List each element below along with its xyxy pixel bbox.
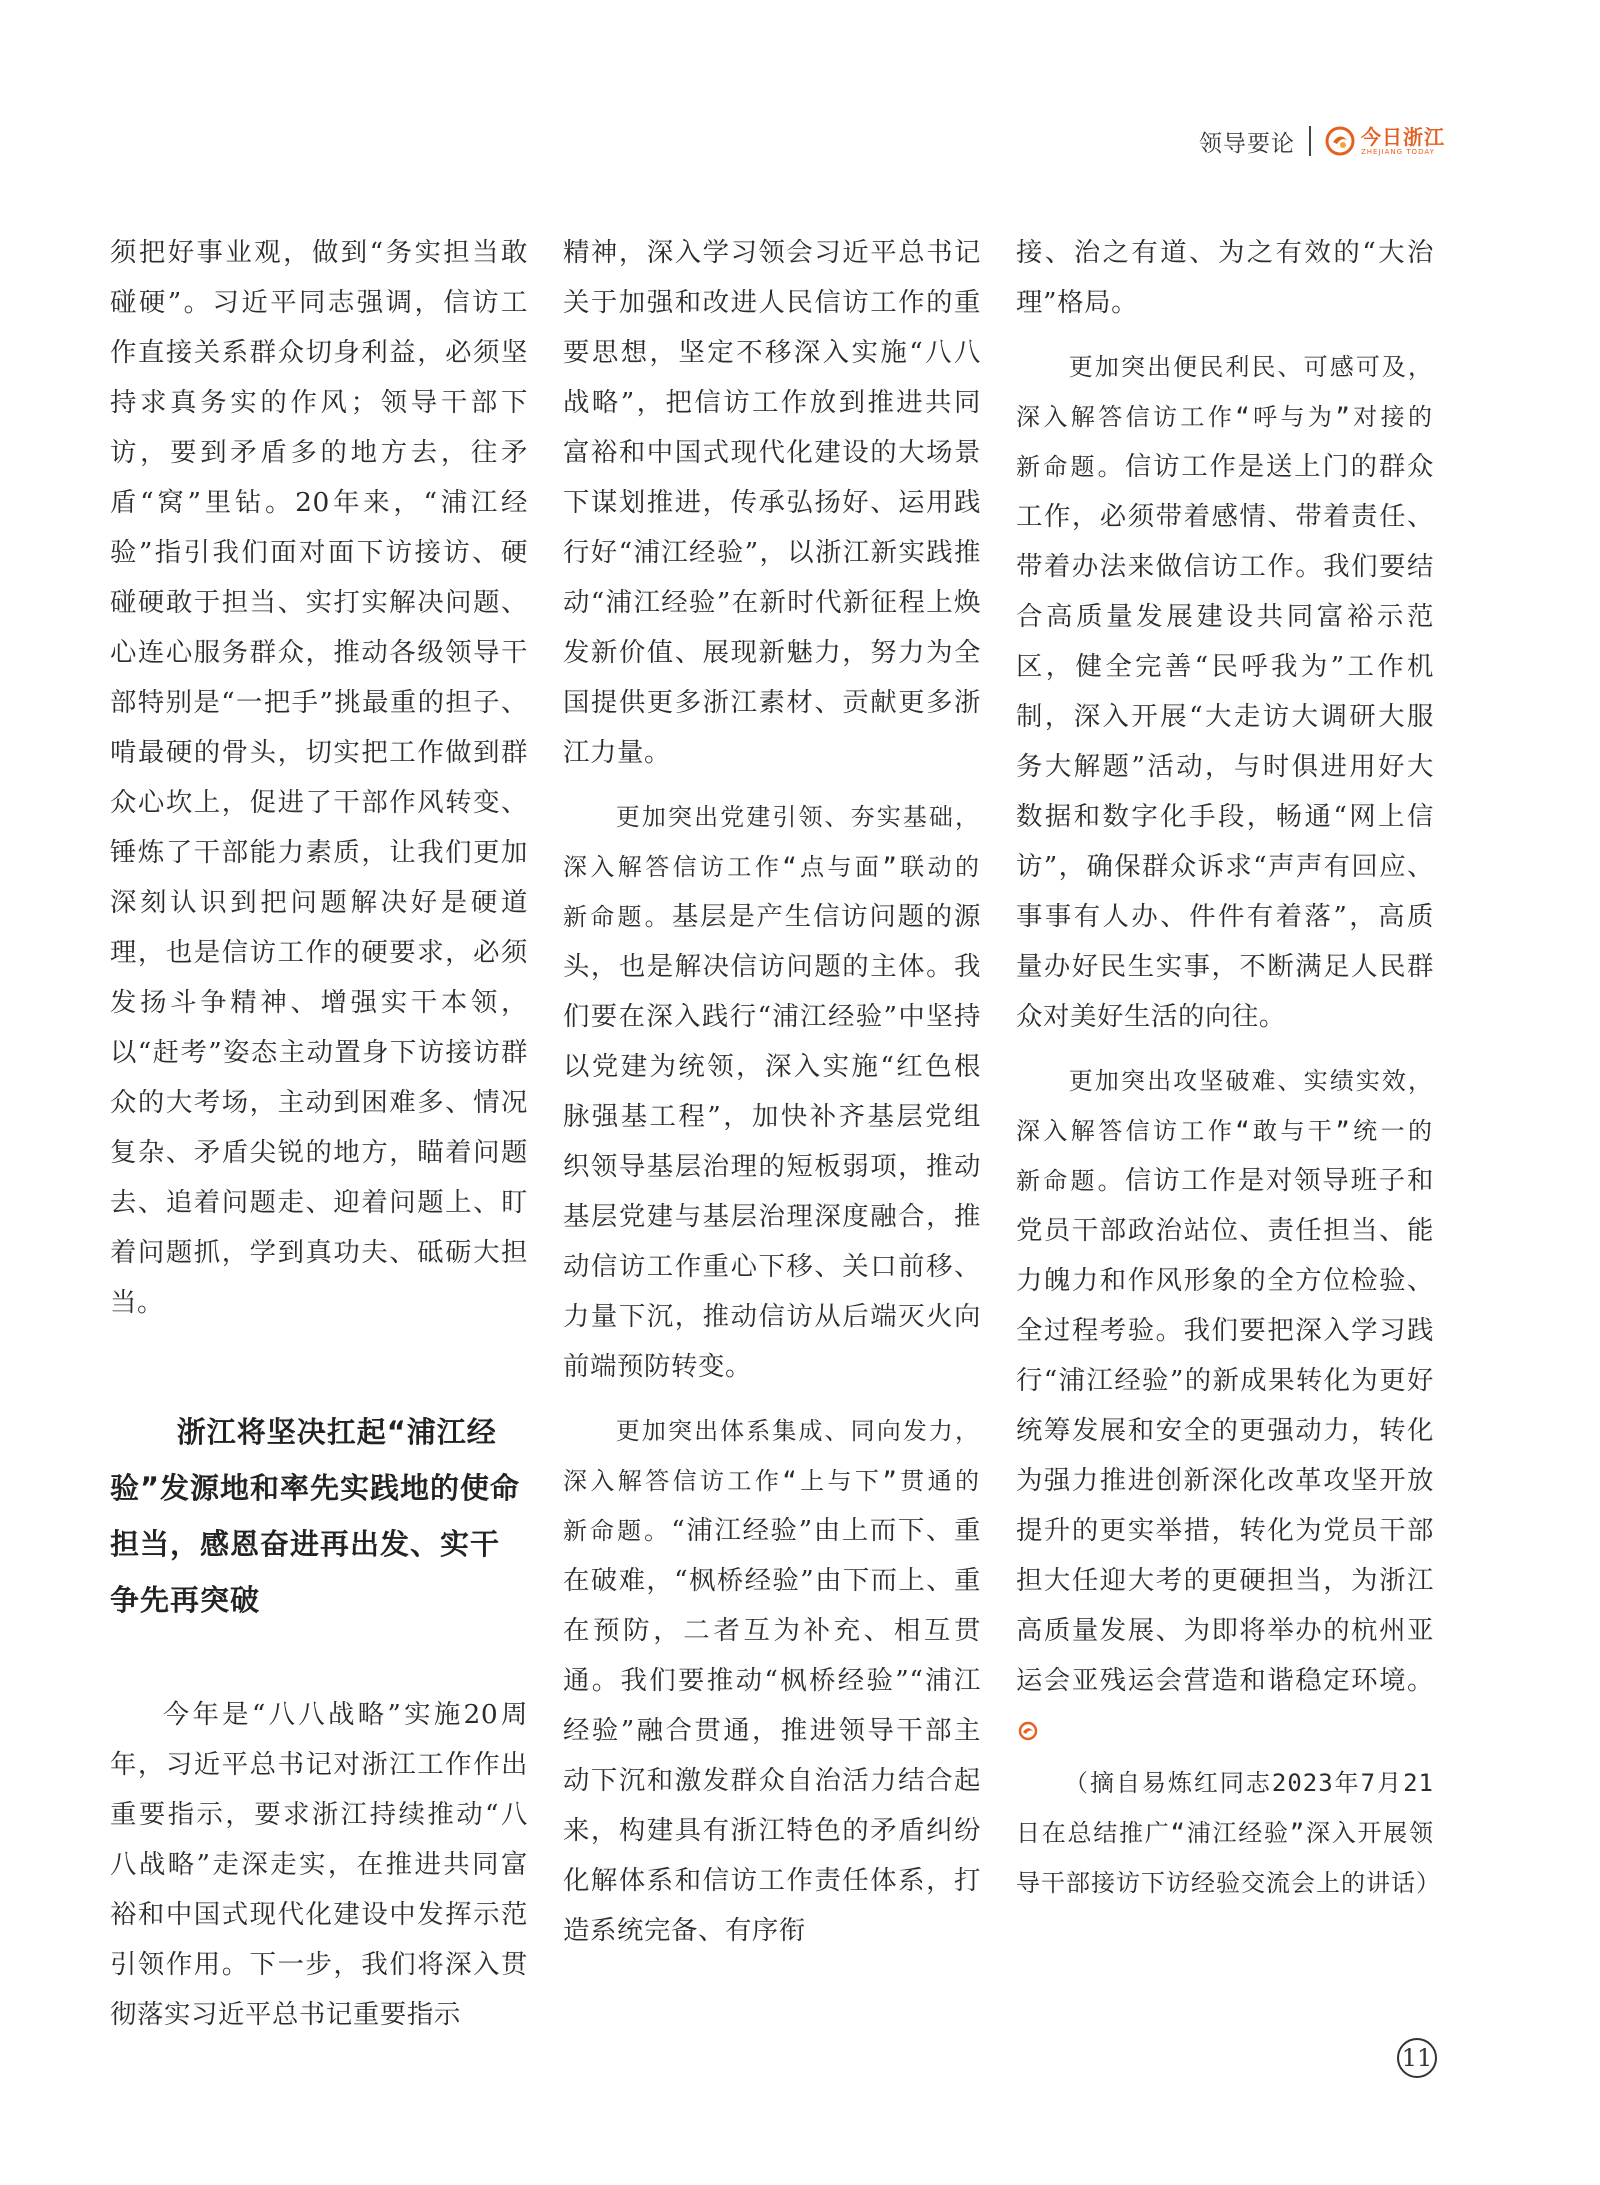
paragraph-body: 信访工作是对领导班子和党员干部政治站位、责任担当、能力魄力和作风形象的全方位检验、全过程考验。我们要把深入学习践行“浦江经验”的新成果转化为更好统筹发展和安全的更强动力，转化为强力推进创新深化改革攻坚开放提升的更实举措，转化为党员干部担大任迎大考的更硬担当，为浙江高质量发展、为即将举办的杭州亚运会亚残运会营造和谐稳定环境。 [1016,1165,1434,1696]
lead-sentence: 更加突出便民利民、可感可及，深入解答信访工作“呼与为”对接的新命题。 [1016,353,1434,481]
section-label: 领导要论 [1199,130,1295,157]
page-number-value: 11 [1397,2038,1437,2078]
source-note: （摘自易炼红同志2023年7月21日在总结推广“浦江经验”深入开展领导干部接访下访经验交流会上的讲话） [1016,1769,1441,1897]
page-header [1199,118,1445,164]
column-1 [110,228,528,2040]
lead-sentence: 更加突出攻坚破难、实绩实效，深入解答信访工作“敢与干”统一的新命题。 [1016,1067,1434,1195]
column-2 [563,228,981,1956]
paragraph-body: 信访工作是送上门的群众工作，必须带着感情、带着责任、带着办法来做信访工作。我们要结合高质量发展建设共同富裕示范区，健全完善“民呼我为”工作机制，深入开展“大走访大调研大服务大解题”活动，与时俱进用好大数据和数字化手段，畅通“网上信访”，确保群众诉求“声声有回应、事事有人办、件件有着落”，高质量办好民生实事，不断满足人民群众对美好生活的向往。 [1016,451,1434,1032]
paragraph: 须把好事业观，做到“务实担当敢碰硬”。习近平同志强调，信访工作直接关系群众切身利益，必须坚持求真务实的作风；领导干部下访，要到矛盾多的地方去，往矛盾“窝”里钻。20年来，“浦江经验”指引我们面对面下访接访、硬碰硬敢于担当、实打实解决问题、心连心服务群众，推动各级领导干部特别是“一把手”挑最重的担子、啃最硬的骨头，切实把工作做到群众心坎上，促进了干部作风转变、锤炼了干部能力素质，让我们更加深刻认识到把问题解决好是硬道理，也是信访工作的硬要求，必须发扬斗争精神、增强实干本领，以“赶考”姿态主动置身下访接访群众的大考场，主动到困难多、情况复杂、矛盾尖锐的地方，瞄着问题去、追着问题走、迎着问题上、盯着问题抓，学到真功夫、砥砺大担当。 [110,237,528,1318]
lead-sentence: 更加突出党建引领、夯实基础，深入解答信访工作“点与面”联动的新命题。 [563,803,981,931]
end-mark-icon [1018,1721,1038,1741]
header-divider [1309,126,1311,156]
paragraph: 接、治之有道、为之有效的“大治理”格局。 [1016,237,1434,318]
paragraph-body: 基层是产生信访问题的源头，也是解决信访问题的主体。我们要在深入践行“浦江经验”中坚持以党建为统领，深入实施“红色根脉强基工程”，加快补齐基层党组织领导基层治理的短板弱项，推动基层党建与基层治理深度融合，推动信访工作重心下移、关口前移、力量下沉，推动信访从后端灭火向前端预防转变。 [563,901,981,1382]
lead-sentence: 更加突出体系集成、同向发力，深入解答信访工作“上与下”贯通的新命题。 [563,1417,981,1545]
paragraph-body: “浦江经验”由上而下、重在破难，“枫桥经验”由下而上、重在预防，二者互为补充、相互贯通。我们要推动“枫桥经验”“浦江经验”融合贯通，推进领导干部主动下沉和激发群众自治活力结合起来，构建具有浙江特色的矛盾纠纷化解体系和信访工作责任体系，打造系统完备、有序衔 [563,1515,982,1946]
magazine-logo [1325,126,1445,156]
paragraph: 精神，深入学习领会习近平总书记关于加强和改进人民信访工作的重要思想，坚定不移深入实施“八八战略”，把信访工作放到推进共同富裕和中国式现代化建设的大场景下谋划推进，传承弘扬好、运用践行好“浦江经验”，以浙江新实践推动“浦江经验”在新时代新征程上焕发新价值、展现新魅力，努力为全国提供更多浙江素材、贡献更多浙江力量。 [563,237,981,768]
page-number [1397,2036,1437,2078]
logo-title: 今日浙江 [1361,124,1445,149]
lead-paragraph [563,792,981,1392]
lead-paragraph [563,1406,981,1956]
logo-swirl-icon [1325,126,1355,156]
lead-paragraph [1016,1056,1434,1756]
column-3 [1016,228,1441,1908]
logo-subtitle: ZHEJIANG TODAY [1361,147,1435,156]
paragraph: 今年是“八八战略”实施20周年，习近平总书记对浙江工作作出重要指示，要求浙江持续推动“八八战略”走深走实，在推进共同富裕和中国式现代化建设中发挥示范引领作用。下一步，我们将深入贯彻落实习近平总书记重要指示 [110,1699,528,2030]
section-heading: 浙江将坚决扛起“浦江经验”发源地和率先实践地的使命担当，感恩奋进再出发、实干争先再突破 [110,1415,521,1617]
lead-paragraph [1016,342,1434,1042]
